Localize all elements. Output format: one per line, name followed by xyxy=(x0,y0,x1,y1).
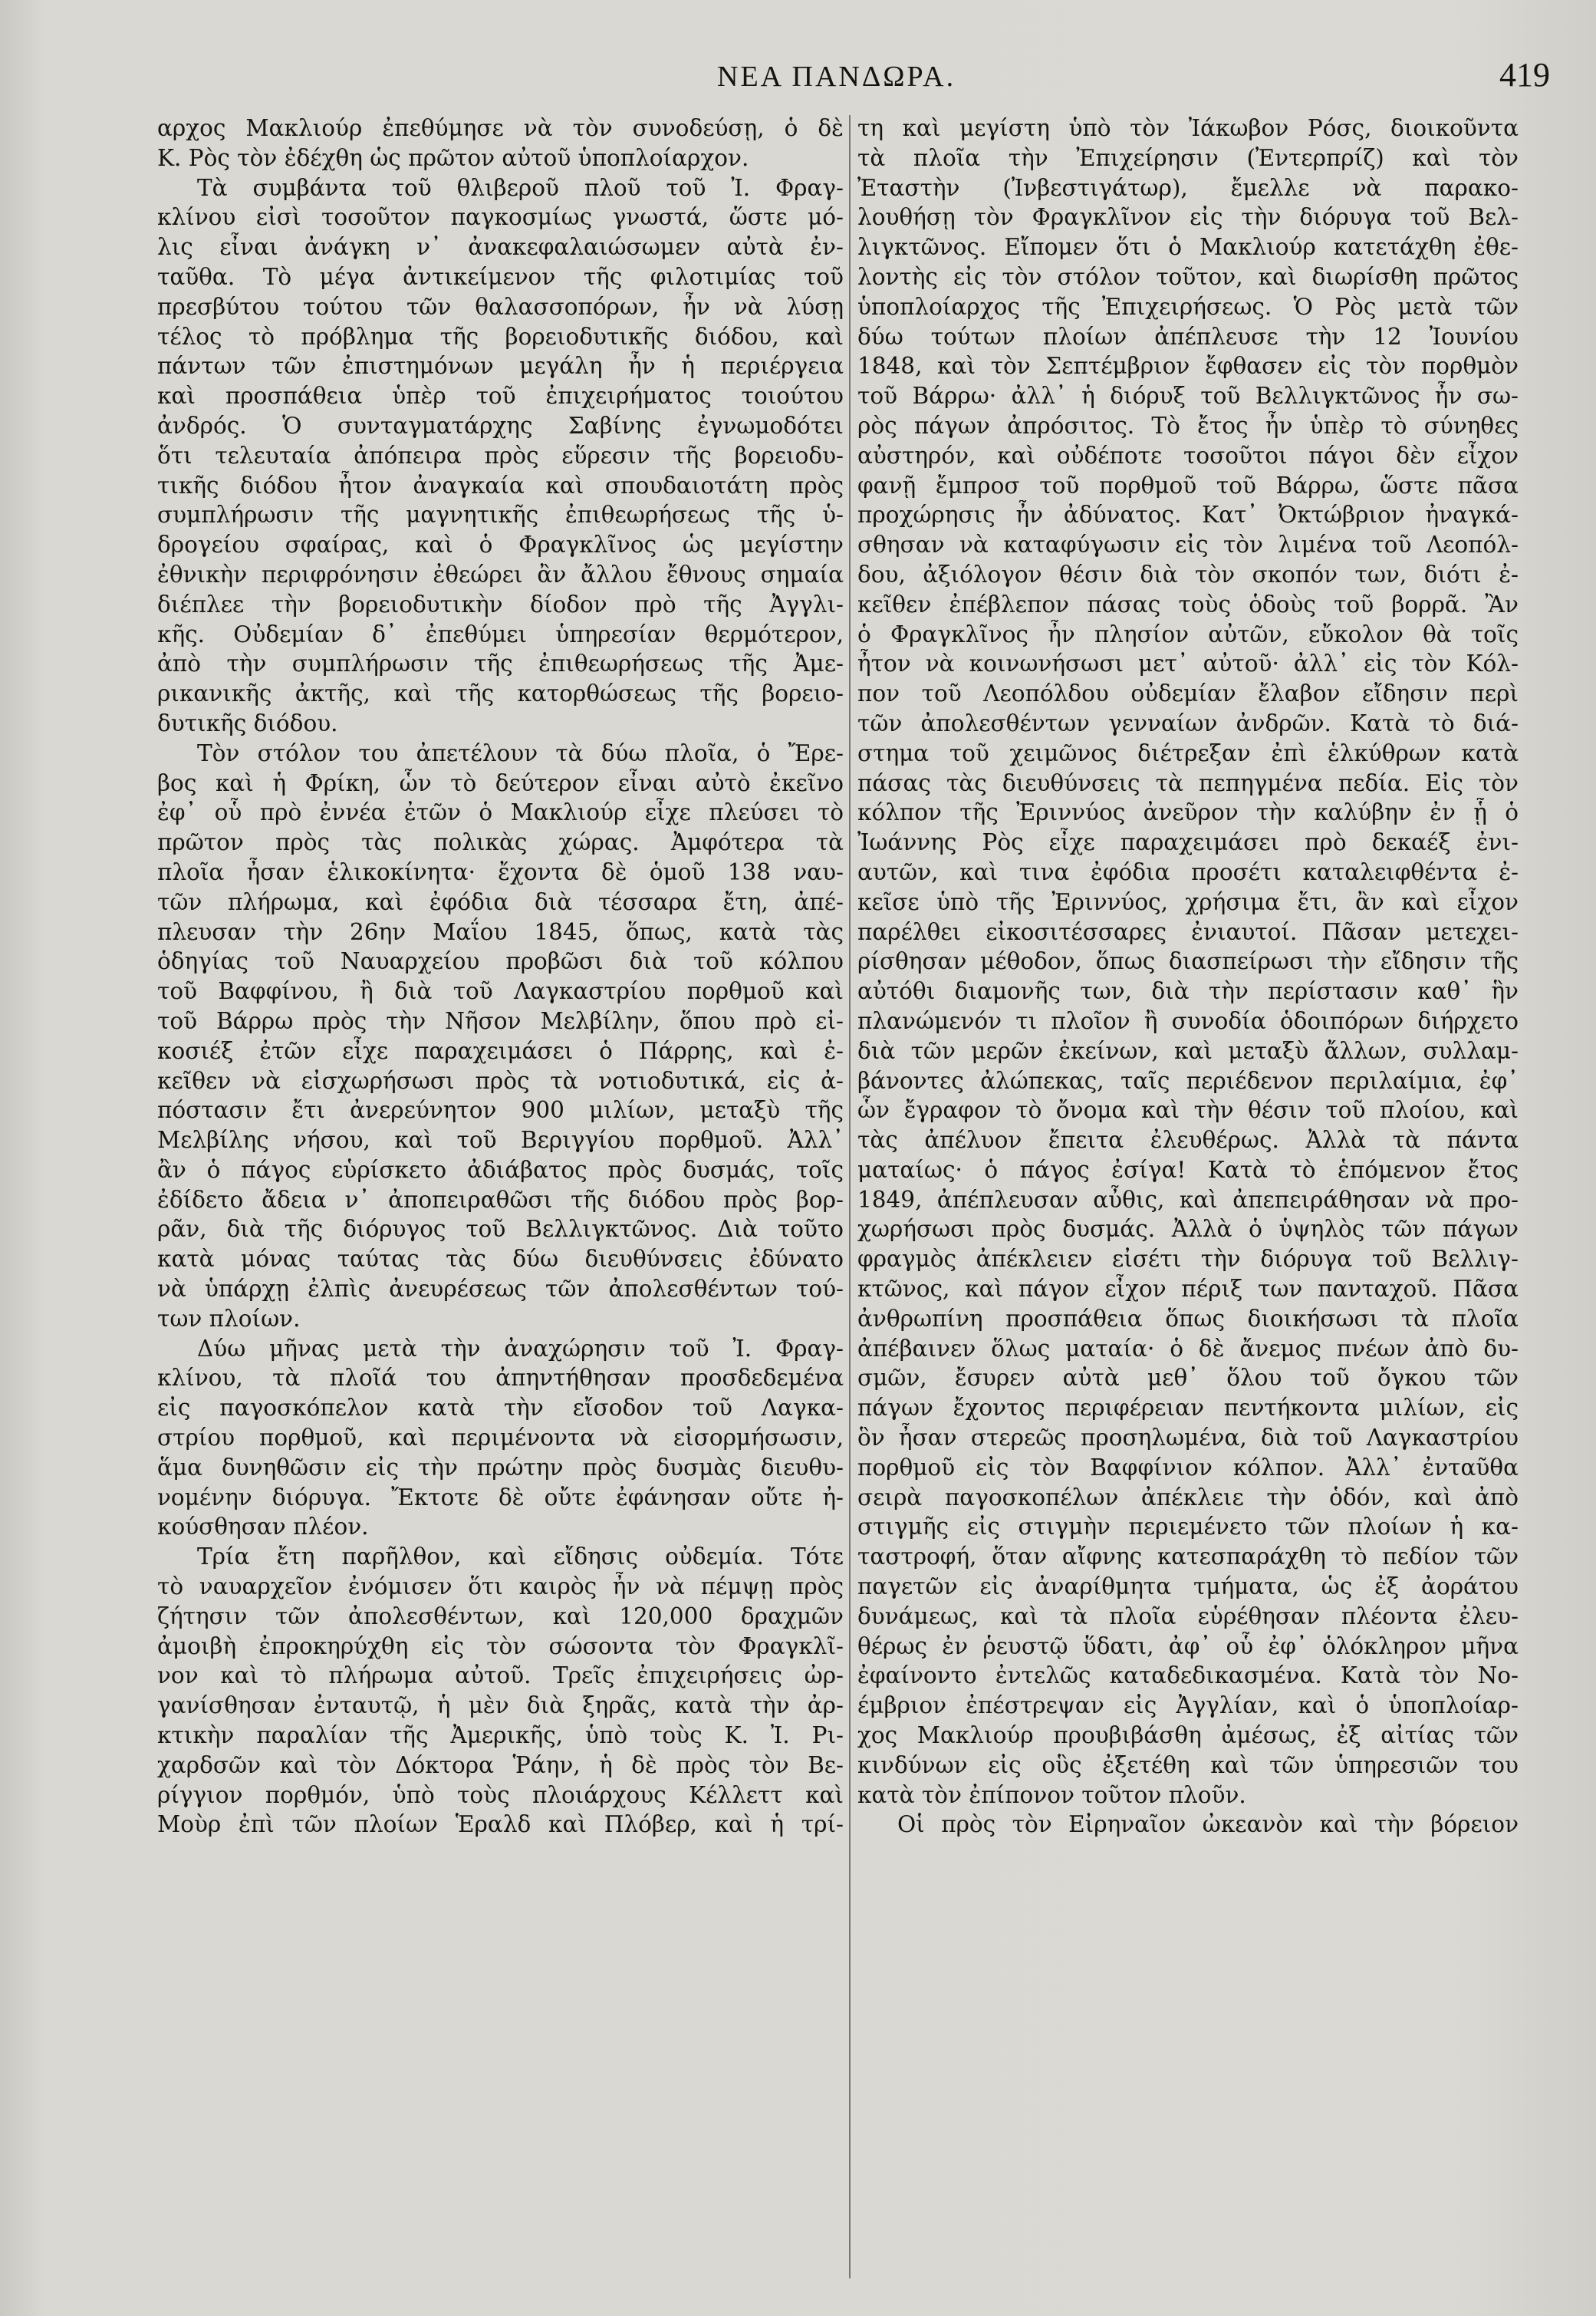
right-column-line: διὰ τῶν μερῶν ἐκείνων, καὶ μεταξὺ ἄλλων, συλλαμ- xyxy=(857,1037,1519,1064)
right-column-line: δυνάμεως, καὶ τὰ πλοῖα εὑρέθησαν πλέοντα ἐλευ- xyxy=(857,1603,1519,1629)
left-column-line: κῆς. Οὐδεμίαν δ᾽ ἐπεθύμει ὑπηρεσίαν θερμότερον, xyxy=(157,621,844,647)
right-column-line: ἀνθρωπίνη προσπάθεια ὅπως διοικήσωσι τὰ πλοῖα xyxy=(857,1305,1519,1332)
left-column-line: ἀπὸ τὴν συμπλήρωσιν τῆς ἐπιθεωρήσεως τῆς Ἀμε- xyxy=(157,651,844,677)
left-column-line: κτικὴν παραλίαν τῆς Ἀμερικῆς, ὑπὸ τοὺς Κ. Ἰ. Ρι- xyxy=(157,1722,844,1749)
right-column-line: κεῖθεν ἐπέβλεπον πάσας τοὺς ὁδοὺς τοῦ βορρᾶ. Ἂν xyxy=(857,591,1519,618)
left-column-line: γανίσθησαν ἐνταυτῷ, ἡ μὲν διὰ ξηρᾶς, κατὰ τὴν ἀρ- xyxy=(157,1692,844,1719)
right-column-line: τη καὶ μεγίστη ὑπὸ τὸν Ἰάκωβον Ρόσς, διοικοῦντα xyxy=(857,115,1519,141)
left-column-line: ἂν ὁ πάγος εὑρίσκετο ἀδιάβατος πρὸς δυσμάς, τοῖς xyxy=(157,1156,844,1183)
left-column-line: ρίγγιον πορθμόν, ὑπὸ τοὺς πλοιάρχους Κέλλεττ καὶ xyxy=(157,1781,844,1808)
left-column-line: τέλος τὸ πρόβλημα τῆς βορειοδυτικῆς διόδου, καὶ xyxy=(157,323,844,350)
right-text-column xyxy=(857,114,1519,1840)
left-column-line: νὰ ὑπάρχῃ ἐλπὶς ἀνευρέσεως τῶν ἀπολεσθέντων τού- xyxy=(157,1276,844,1303)
right-column-line: χος Μακλιούρ προυβιβάσθη ἀμέσως, ἐξ αἰτίας τῶν xyxy=(857,1722,1519,1749)
right-column-line: αυτῶν, καὶ τινα ἐφόδια προσέτι καταλειφθέντα ἐ- xyxy=(857,858,1519,885)
right-column-line: Ἐταστὴν (Ἰνβεστιγάτωρ), ἔμελλε νὰ παρακο- xyxy=(857,174,1519,201)
left-column-line: ρικανικῆς ἀκτῆς, καὶ τῆς κατορθώσεως τῆς βορειο- xyxy=(157,680,844,707)
left-column-line: τῶν πλήρωμα, καὶ ἐφόδια διὰ τέσσαρα ἔτη, ἀπέ- xyxy=(157,888,844,915)
right-column-line: πον τοῦ Λεοπόλδου οὐδεμίαν ἔλαβον εἴδησιν περὶ xyxy=(857,680,1519,707)
right-column-line: πορθμοῦ εἰς τὸν Βαφφίνιον κόλπον. Ἀλλ᾽ ἐνταῦθα xyxy=(857,1454,1519,1481)
left-column-line: ἅμα δυνηθῶσιν εἰς τὴν πρώτην πρὸς δυσμὰς διευθυ- xyxy=(157,1454,844,1481)
right-column-line: ὑποπλοίαρχος τῆς Ἐπιχειρήσεως. Ὁ Ρὸς μετὰ τῶν xyxy=(857,293,1519,320)
right-column-line: βάνοντες ἀλώπεκας, ταῖς περιέδενον περιλαίμια, ἐφ᾽ xyxy=(857,1067,1519,1094)
right-column-line: ὧν ἔγραφον τὸ ὄνομα καὶ τὴν θέσιν τοῦ πλοίου, καὶ xyxy=(857,1097,1519,1124)
left-column-line: τοῦ Βάρρω πρὸς τὴν Νῆσον Μελβίλην, ὅπου πρὸ εἰ- xyxy=(157,1007,844,1034)
right-column-line: έμβριον ἐπέστρεψαν εἰς Ἀγγλίαν, καὶ ὁ ὑποπλοίαρ- xyxy=(857,1692,1519,1719)
right-column-line: φραγμὸς ἀπέκλειεν εἰσέτι τὴν διόρυγα τοῦ Βελλιγ- xyxy=(857,1246,1519,1273)
left-column-line: πάντων τῶν ἐπιστημόνων μεγάλη ἦν ἡ περιέργεια xyxy=(157,353,844,380)
left-column-line: ἀμοιβὴ ἐπροκηρύχθη εἰς τὸν σώσοντα τὸν Φραγκλῖ- xyxy=(157,1632,844,1659)
right-column-line: ἐφαίνοντο ἐντελῶς καταδεδικασμένα. Κατὰ τὸν Νο- xyxy=(857,1662,1519,1689)
right-column-line: ματαίως· ὁ πάγος ἐσίγα! Κατὰ τὸ ἑπόμενον ἔτος xyxy=(857,1156,1519,1183)
left-column-line: Τὰ συμβάντα τοῦ θλιβεροῦ πλοῦ τοῦ Ἰ. Φραγ- xyxy=(197,174,844,201)
left-column-line: βος καὶ ἡ Φρίκη, ὧν τὸ δεύτερον εἶναι αὐτὸ ἐκεῖνο xyxy=(157,769,844,796)
right-column-line: ὁ Φραγκλῖνος ἦν πλησίον αὐτῶν, εὔκολον θὰ τοῖς xyxy=(857,621,1519,647)
right-column-line: θέρως ἐν ῥευστῷ ὕδατι, ἀφ᾽ οὗ ἐφ᾽ ὁλόκληρον μῆνα xyxy=(857,1632,1519,1659)
right-column-line: Ἰωάννης Ρὸς εἶχε παραχειμάσει πρὸ δεκαέξ ἐνι- xyxy=(857,829,1519,856)
right-column-line: τῶν ἀπολεσθέντων γενναίων ἀνδρῶν. Κατὰ τὸ διά- xyxy=(857,710,1519,736)
left-column-line: ἐφ᾽ οὗ πρὸ ἐννέα ἐτῶν ὁ Μακλιούρ εἶχε πλεύσει τὸ xyxy=(157,799,844,826)
right-column-line: στιγμῆς εἰς στιγμὴν περιεμένετο τῶν πλοίων ἡ κα- xyxy=(857,1514,1519,1540)
left-column-line: κοσιέξ ἐτῶν εἶχε παραχειμάσει ὁ Πάρρης, καὶ ἐ- xyxy=(157,1037,844,1064)
right-column-line: αὐτόθι διαμονῆς των, διὰ τὴν περίστασιν καθ᾽ ἣν xyxy=(857,978,1519,1005)
right-column-line: σμῶν, ἔσυρεν αὐτὰ μεθ᾽ ὅλου τοῦ ὄγκου τῶν xyxy=(857,1365,1519,1392)
right-column-line: κατὰ τὸν ἐπίπονον τοῦτον πλοῦν. xyxy=(857,1781,1246,1808)
left-column-line: ρᾶν, διὰ τῆς διόρυγος τοῦ Βελλιγκτῶνος. Διὰ τοῦτο xyxy=(157,1216,844,1243)
left-column-line: νομένην διόρυγα. Ἔκτοτε δὲ οὔτε ἐφάνησαν οὔτε ἠ- xyxy=(157,1484,844,1511)
left-column-line: Δύω μῆνας μετὰ τὴν ἀναχώρησιν τοῦ Ἰ. Φραγ- xyxy=(197,1335,844,1362)
left-column-line: εἰς παγοσκόπελον κατὰ τὴν εἴσοδον τοῦ Λαγκα- xyxy=(157,1395,844,1422)
right-column-line: τοῦ Βάρρω· ἀλλ᾽ ἡ διόρυξ τοῦ Βελλιγκτῶνος ἦν σω- xyxy=(857,383,1519,410)
right-column-line: ἦτον νὰ κοινωνήσωσι μετ᾽ αὐτοῦ· ἀλλ᾽ εἰς τὸν Κόλ- xyxy=(857,651,1519,677)
left-column-line: συμπλήρωσιν τῆς μαγνητικῆς ἐπιθεωρήσεως τῆς ὑ- xyxy=(157,502,844,529)
right-column-line: λουθήσῃ τὸν Φραγκλῖνον εἰς τὴν διόρυγα τοῦ Βελ- xyxy=(857,204,1519,231)
left-column-line: ἀνδρός. Ὁ συνταγματάρχης Σαβίνης ἐγνωμοδότει xyxy=(157,412,844,439)
left-column-line: κατὰ μόνας ταύτας τὰς δύω διευθύνσεις ἐδύνατο xyxy=(157,1246,844,1273)
right-column-line: 1848, καὶ τὸν Σεπτέμβριον ἔφθασεν εἰς τὸν πορθμὸν xyxy=(857,353,1519,380)
right-column-line: στημα τοῦ χειμῶνος διέτρεξαν ἐπὶ ἑλκύθρων κατὰ xyxy=(857,740,1519,766)
left-column-line: ἐθνικὴν περιφρόνησιν ἐθεώρει ἂν ἄλλου ἔθνους σημαία xyxy=(157,561,844,588)
left-column-line: ταῦθα. Τὸ μέγα ἀντικείμενον τῆς φιλοτιμίας τοῦ xyxy=(157,263,844,290)
left-column-line: κεῖθεν νὰ εἰσχωρήσωσι πρὸς τὰ νοτιοδυτικά, εἰς ἀ- xyxy=(157,1067,844,1094)
left-column-line: ὁδηγίας τοῦ Ναυαρχείου προβῶσι διὰ τοῦ κόλπου xyxy=(157,948,844,975)
left-column-line: δυτικῆς διόδου. xyxy=(157,710,338,736)
left-column-line: Τρία ἔτη παρῆλθον, καὶ εἴδησις οὐδεμία. Τότε xyxy=(197,1543,844,1570)
right-column-line: Οἱ πρὸς τὸν Εἰρηναῖον ὠκεανὸν καὶ τὴν βόρειον xyxy=(897,1811,1519,1838)
right-column-line: ρὸς πάγων ἀπρόσιτος. Τὸ ἔτος ἦν ὑπὲρ τὸ σύνηθες xyxy=(857,412,1519,439)
right-column-line: δου, ἀξιόλογον θέσιν διὰ τὸν σκοπόν των, διότι ἐ- xyxy=(857,561,1519,588)
right-column-line: λοντὴς εἰς τὸν στόλον τοῦτον, καὶ διωρίσθη πρῶτος xyxy=(857,263,1519,290)
right-column-line: πάσας τὰς διευθύνσεις τὰ πεπηγμένα πεδία. Εἰς τὸν xyxy=(857,769,1519,796)
left-column-line: των πλοίων. xyxy=(157,1305,301,1332)
right-column-line: πάγων ἔχοντος περιφέρειαν πεντήκοντα μιλίων, εἰς xyxy=(857,1395,1519,1422)
left-column-line: νον καὶ τὸ πλήρωμα αὐτοῦ. Τρεῖς ἐπιχειρήσεις ὠρ- xyxy=(157,1662,844,1689)
left-column-line: Τὸν στόλον του ἀπετέλουν τὰ δύω πλοῖα, ὁ Ἔρε- xyxy=(197,740,844,766)
running-head xyxy=(0,56,1596,106)
right-column-line: ὃν ἦσαν στερεῶς προσηλωμένα, διὰ τοῦ Λαγκαστρίου xyxy=(857,1425,1519,1451)
left-column-line: καὶ προσπάθεια ὑπὲρ τοῦ ἐπιχειρήματος τοιούτου xyxy=(157,383,844,410)
column-divider xyxy=(849,115,851,2278)
page-number: 419 xyxy=(1499,56,1550,94)
left-column-line: πρῶτον πρὸς τὰς πολικὰς χώρας. Ἀμφότερα τὰ xyxy=(157,829,844,856)
left-column-line: πόστασιν ἔτι ἀνερεύνητον 900 μιλίων, μεταξὺ τῆς xyxy=(157,1097,844,1124)
left-column-line: τικῆς διόδου ἦτον ἀναγκαία καὶ σπουδαιοτάτη πρὸς xyxy=(157,472,844,499)
right-column-line: κόλπον τῆς Ἐριννύος ἀνεῦρον τὴν καλύβην ἐν ᾗ ὁ xyxy=(857,799,1519,826)
left-column-line: πλοῖα ἦσαν ἑλικοκίνητα· ἔχοντα δὲ ὁμοῦ 138 ναυ- xyxy=(157,858,844,885)
left-column-line: τὸ ναυαρχεῖον ἐνόμισεν ὅτι καιρὸς ἦν νὰ πέμψῃ πρὸς xyxy=(157,1573,844,1600)
right-column-line: φανῇ ἔμπροσ τοῦ πορθμοῦ τοῦ Βάρρω, ὥστε πᾶσα xyxy=(857,472,1519,499)
right-column-line: κτῶνος, καὶ πάγον εἶχον πέριξ των πανταχοῦ. Πᾶσα xyxy=(857,1276,1519,1303)
left-column-line: κλίνου εἰσὶ τοσοῦτον παγκοσμίως γνωστά, ὥστε μό- xyxy=(157,204,844,231)
running-title: ΝΕΑ ΠΑΝΔΩΡΑ. xyxy=(717,61,956,93)
right-column-line: ταστροφή, ὅταν αἴφνης κατεσπαράχθη τὸ πεδίον τῶν xyxy=(857,1543,1519,1570)
left-column-line: κλίνου, τὰ πλοῖά του ἀπηντήθησαν προσδεδεμένα xyxy=(157,1365,844,1392)
left-column-line: λις εἶναι ἀνάγκη ν᾽ ἀνακεφαλαιώσωμεν αὐτὰ ἐν- xyxy=(157,234,844,261)
right-column-line: δύω τούτων πλοίων ἀπέπλευσε τὴν 12 Ἰουνίου xyxy=(857,323,1519,350)
left-column-line: Κ. Ρὸς τὸν ἐδέχθη ὡς πρῶτον αὐτοῦ ὑποπλοίαρχον. xyxy=(157,144,749,171)
right-column-line: χωρήσωσι πρὸς δυσμάς. Ἀλλὰ ὁ ὑψηλὸς τῶν πάγων xyxy=(857,1216,1519,1243)
right-column-line: ρίσθησαν μέθοδον, ὅπως διασπείρωσι τὴν εἴδησιν τῆς xyxy=(857,948,1519,975)
right-column-line: πλανώμενόν τι πλοῖον ἢ συνοδία ὁδοιπόρων διήρχετο xyxy=(857,1007,1519,1034)
left-column-line: πλευσαν τὴν 26ην Μαΐου 1845, ὅπως, κατὰ τὰς xyxy=(157,918,844,945)
right-column-line: ἀπέβαινεν ὅλως ματαία· ὁ δὲ ἄνεμος πνέων ἀπὸ δυ- xyxy=(857,1335,1519,1362)
right-column-line: παρέλθει εἰκοσιτέσσαρες ἐνιαυτοί. Πᾶσαν μετεχει- xyxy=(857,918,1519,945)
right-column-line: τὰς ἀπέλυον ἔπειτα ἐλευθέρως. Ἀλλὰ τὰ πάντα xyxy=(857,1127,1519,1154)
right-column-line: σειρὰ παγοσκοπέλων ἀπέκλειε τὴν ὁδόν, καὶ ἀπὸ xyxy=(857,1484,1519,1511)
left-column-line: ζήτησιν τῶν ἀπολεσθέντων, καὶ 120,000 δραχμῶν xyxy=(157,1603,844,1629)
left-column-line: ὅτι τελευταία ἀπόπειρα πρὸς εὕρεσιν τῆς βορειοδυ- xyxy=(157,442,844,469)
right-column-line: κεῖσε ὑπὸ τῆς Ἐριννύος, χρήσιμα ἔτι, ἂν καὶ εἶχον xyxy=(857,888,1519,915)
right-column-line: κινδύνων εἰς οὓς ἐξετέθη καὶ τῶν ὑπηρεσιῶν του xyxy=(857,1751,1519,1778)
right-column-line: σθησαν νὰ καταφύγωσιν εἰς τὸν λιμένα τοῦ Λεοπόλ- xyxy=(857,532,1519,558)
left-column-line: δρογείου σφαίρας, καὶ ὁ Φραγκλῖνος ὡς μεγίστην xyxy=(157,532,844,558)
left-column-line: Μοὺρ ἐπὶ τῶν πλοίων Ἑραλδ καὶ Πλόβερ, καὶ ἡ τρί- xyxy=(157,1811,844,1838)
right-column-line: 1849, ἀπέπλευσαν αὖθις, καὶ ἀπεπειράθησαν νὰ προ- xyxy=(857,1186,1519,1213)
right-column-line: τὰ πλοῖα τὴν Ἐπιχείρησιν (Ἐντερπρίζ) καὶ τὸν xyxy=(857,144,1519,171)
left-column-line: κούσθησαν πλέον. xyxy=(157,1514,369,1540)
left-column-line: πρεσβύτου τούτου τῶν θαλασσοπόρων, ἦν νὰ λύσῃ xyxy=(157,293,844,320)
left-text-column xyxy=(157,114,844,1840)
left-column-line: διέπλεε τὴν βορειοδυτικὴν δίοδον πρὸ τῆς Ἀγγλι- xyxy=(157,591,844,618)
right-column-line: παγετῶν εἰς ἀναρίθμητα τμήματα, ὡς ἐξ ἀοράτου xyxy=(857,1573,1519,1600)
left-column-line: στρίου πορθμοῦ, καὶ περιμένοντα νὰ εἰσορμήσωσιν, xyxy=(157,1425,844,1451)
left-column-line: χαρδσῶν καὶ τὸν Δόκτορα Ῥάην, ἡ δὲ πρὸς τὸν Βε- xyxy=(157,1751,844,1778)
left-column-line: Μελβίλης νήσου, καὶ τοῦ Βεριγγίου πορθμοῦ. Ἀλλ᾽ xyxy=(157,1127,844,1154)
left-column-line: τοῦ Βαφφίνου, ἢ διὰ τοῦ Λαγκαστρίου πορθμοῦ καὶ xyxy=(157,978,844,1005)
left-column-line: ἐδίδετο ἄδεια ν᾽ ἀποπειραθῶσι τῆς διόδου πρὸς βορ- xyxy=(157,1186,844,1213)
right-column-line: λιγκτῶνος. Εἴπομεν ὅτι ὁ Μακλιούρ κατετάχθη ἐθε- xyxy=(857,234,1519,261)
right-column-line: αὐστηρόν, καὶ οὐδέποτε τοσοῦτοι πάγοι δὲν εἶχον xyxy=(857,442,1519,469)
right-column-line: προχώρησις ἦν ἀδύνατος. Κατ᾽ Ὀκτώβριον ἠναγκά- xyxy=(857,502,1519,529)
left-column-line: αρχος Μακλιούρ ἐπεθύμησε νὰ τὸν συνοδεύσῃ, ὁ δὲ xyxy=(157,115,844,141)
